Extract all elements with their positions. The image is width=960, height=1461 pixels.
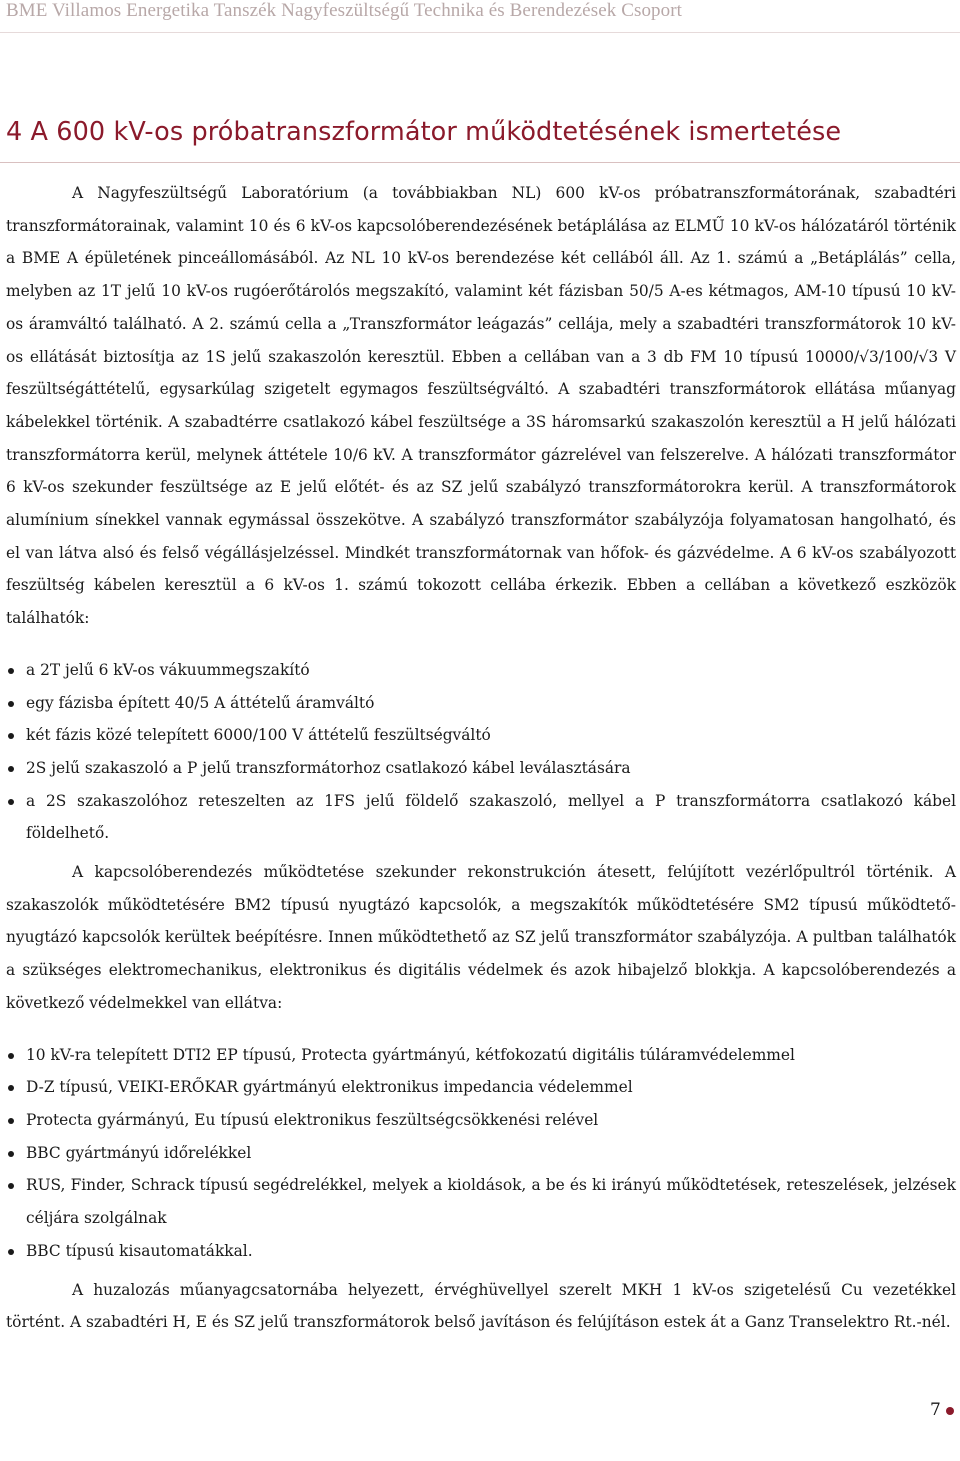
list-item: 10 kV-ra telepített DTI2 EP típusú, Protecta gyártmányú, kétfokozatú digitális túláramvédelemmel xyxy=(6,1039,956,1072)
chapter-title: 4 A 600 kV-os próbatranszformátor működtetésének ismertetése xyxy=(6,117,842,147)
list-item: RUS, Finder, Schrack típusú segédrelékkel, melyek a kioldások, a be és ki irányú működtetések, reteszelések, jelzések céljára szolgálnak xyxy=(6,1169,956,1234)
page-number-dot-icon xyxy=(946,1407,954,1415)
equipment-list xyxy=(6,654,956,850)
wiring-paragraph: A huzalozás műanyagcsatornába helyezett, érvéghüvellyel szerelt MKH 1 kV-os szigetelésű Cu vezetékkel történt. A szabadtéri H, E és SZ jelű transzformátorok belső javításon és felújításon estek át a Ganz Transelektro Rt.-nél. xyxy=(6,1280,956,1332)
list-item: a 2S szakaszolóhoz reteszelten az 1FS jelű földelő szakaszoló, mellyel a P transzformátorra csatlakozó kábel földelhető. xyxy=(6,785,956,850)
control-paragraph: A kapcsolóberendezés működtetése szekunder rekonstrukción átesett, felújított vezérlőpultról történik. A szakaszolók működtetésére BM2 típusú nyugtázó kapcsolók, a megszakítók működtetésére SM2 típusú működtető-nyugtázó kapcsolók kerültek beépítésre. Innen működtethető az SZ jelű transzformátor szabályzója. A pultban találhatók a szükséges elektromechanikus, elektronikus és digitális védelmek és azok hibajelző blokkja. A kapcsolóberendezés a következő védelmekkel van ellátva: xyxy=(6,863,956,1012)
header-divider xyxy=(0,32,960,33)
list-item: 2S jelű szakaszoló a P jelű transzformátorhoz csatlakozó kábel leválasztására xyxy=(6,752,956,785)
intro-paragraph: A Nagyfeszültségű Laboratórium (a továbbiakban NL) 600 kV-os próbatranszformátorának, szabadtéri transzformátorainak, valamint 10 és 6 kV-os kapcsolóberendezésének betáplálása az ELMŰ 10 kV-os hálózatáról történik a BME A épületének pinceállomásából. Az NL 10 kV-os berendezése két cellából áll. Az 1. számú a „Betáplálás” cella, melyben az 1T jelű 10 kV-os rugóerőtárolós megszakító, valamint két fázisban 50/5 A-es kétmagos, AM-10 típusú 10 kV-os áramváltó található. A 2. számú cella a „Transzformátor leágazás” cellája, mely a szabadtéri transzformátorok 10 kV-os ellátását biztosítja az 1S jelű szakaszolón keresztül. Ebben a cellában van a 3 db FM 10 típusú 10000/√3/100/√3 V feszültségáttételű, egysarkúlag szigetelt egymagos feszültségváltó. A szabadtéri transzformátorok ellátása műanyag kábelekkel történik. A szabadtérre csatlakozó kábel feszültsége a 3S háromsarkú szakaszolón keresztül a H jelű hálózati transzformátorra kerül, melynek áttétele 10/6 kV. A transzformátor gázrelével van felszerelve. A hálózati transzformátor 6 kV-os szekunder feszültsége az E jelű előtét- és az SZ jelű szabályzó transzformátorokra kerül. A transzformátorok alumínium sínekkel vannak egymással összekötve. A szabályzó transzformátor szabályzója folyamatosan hangolható, és el van látva alsó és felső végállásjelzéssel. Mindkét transzformátornak van hőfok- és gázvédelme. A 6 kV-os szabályozott feszültség kábelen keresztül a 6 kV-os 1. számú tokozott cellába érkezik. Ebben a cellában a következő eszközök találhatók: xyxy=(6,184,956,628)
protection-list xyxy=(6,1039,956,1268)
list-item: a 2T jelű 6 kV-os vákuummegszakító xyxy=(6,654,956,687)
list-item: BBC típusú kisautomatákkal. xyxy=(6,1235,956,1268)
page-number: 7 xyxy=(930,1400,941,1420)
running-header: BME Villamos Energetika Tanszék Nagyfeszültségű Technika és Berendezések Csoport xyxy=(6,0,683,21)
document-body xyxy=(6,177,956,1339)
title-divider xyxy=(0,162,960,163)
list-item: BBC gyártmányú időrelékkel xyxy=(6,1137,956,1170)
list-item: D-Z típusú, VEIKI-ERŐKAR gyártmányú elektronikus impedancia védelemmel xyxy=(6,1071,956,1104)
list-item: két fázis közé telepített 6000/100 V áttételű feszültségváltó xyxy=(6,719,956,752)
list-item: egy fázisba épített 40/5 A áttételű áramváltó xyxy=(6,687,956,720)
list-item: Protecta gyármányú, Eu típusú elektronikus feszültségcsökkenési relével xyxy=(6,1104,956,1137)
